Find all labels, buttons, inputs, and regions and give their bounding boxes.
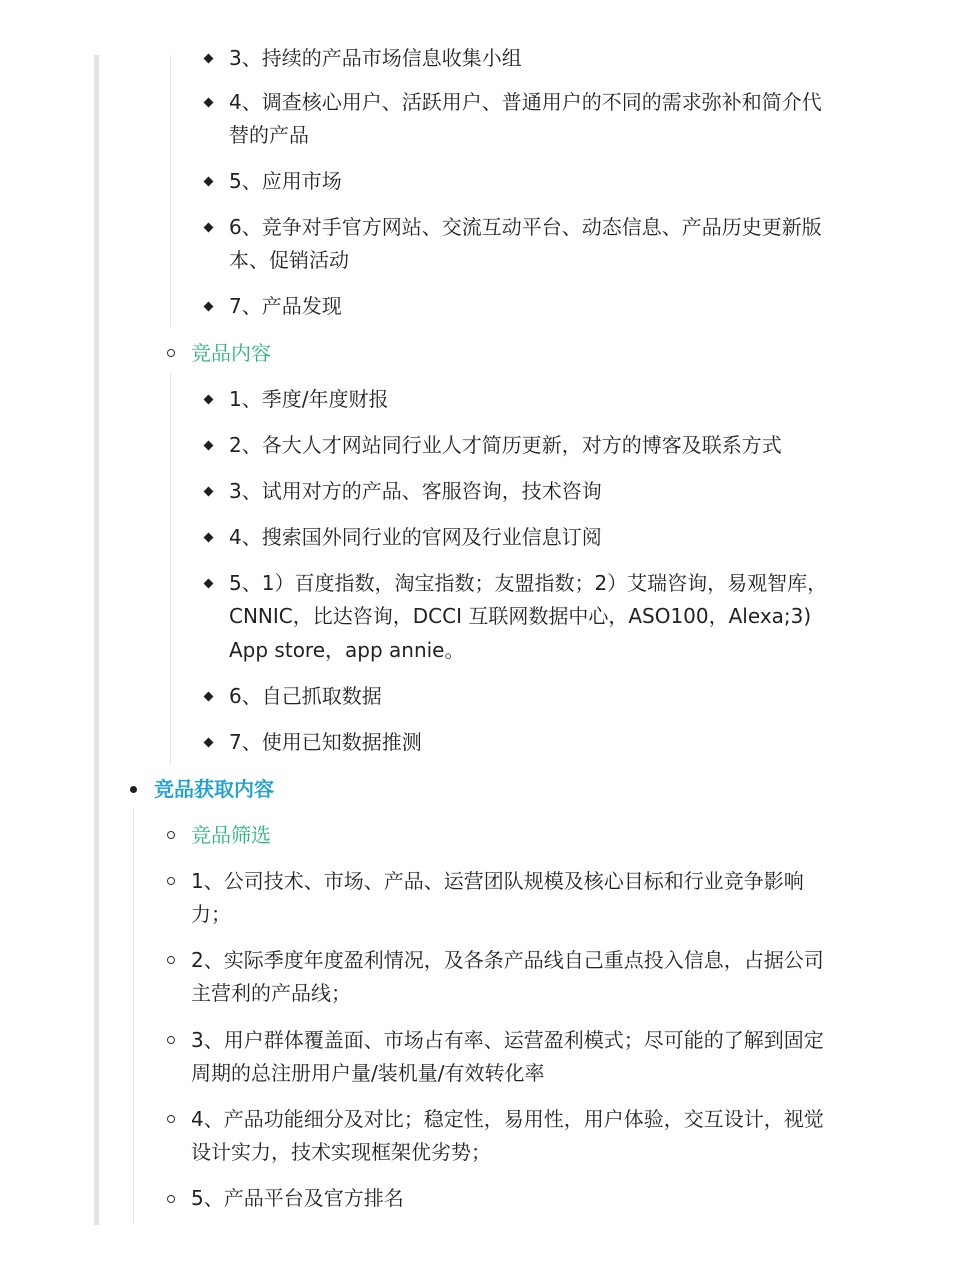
list-item-continued: 周期的总注册用户量/装机量/有效转化率 [191, 1061, 545, 1085]
list-item: 1、公司技术、市场、产品、运营团队规模及核心目标和行业竞争影响 [191, 869, 804, 893]
list-item: 7、使用已知数据推测 [229, 730, 422, 754]
list-item-continued: 设计实力，技术实现框架优劣势； [191, 1140, 491, 1164]
indent-guide [170, 373, 171, 765]
circle-bullet-icon [167, 831, 175, 839]
diamond-bullet-icon [204, 395, 214, 405]
diamond-bullet-icon [204, 223, 214, 233]
circle-bullet-icon [167, 1115, 175, 1123]
diamond-bullet-icon [204, 579, 214, 589]
list-item: 2、实际季度年度盈利情况，及各条产品线自己重点投入信息，占据公司 [191, 948, 824, 972]
indent-guide [170, 55, 171, 327]
list-item: 3、用户群体覆盖面、市场占有率、运营盈利模式；尽可能的了解到固定 [191, 1028, 824, 1052]
list-item: 5、1）百度指数，淘宝指数；友盟指数；2）艾瑞咨询，易观智库， [229, 571, 828, 595]
circle-bullet-icon [167, 349, 175, 357]
diamond-bullet-icon [204, 177, 214, 187]
section-heading: 竞品内容 [191, 341, 271, 365]
list-item: 3、持续的产品市场信息收集小组 [229, 46, 522, 70]
circle-bullet-icon [167, 1036, 175, 1044]
list-item: 3、试用对方的产品、客服咨询，技术咨询 [229, 479, 602, 503]
list-item: 6、自己抓取数据 [229, 684, 382, 708]
diamond-bullet-icon [204, 738, 214, 748]
list-item: 4、产品功能细分及对比；稳定性，易用性，用户体验，交互设计，视觉 [191, 1107, 824, 1131]
list-item-continued: 力； [191, 902, 231, 926]
diamond-bullet-icon [204, 54, 214, 64]
indent-guide [133, 808, 134, 1224]
list-item-continued: 本、促销活动 [229, 248, 349, 272]
circle-bullet-icon [167, 877, 175, 885]
list-item-continued: 替的产品 [229, 123, 309, 147]
list-item: 5、应用市场 [229, 169, 342, 193]
diamond-bullet-icon [204, 487, 214, 497]
circle-bullet-icon [167, 956, 175, 964]
diamond-bullet-icon [204, 98, 214, 108]
diamond-bullet-icon [204, 692, 214, 702]
list-item-continued: App store，app annie。 [229, 638, 465, 662]
list-item: 2、各大人才网站同行业人才简历更新，对方的博客及联系方式 [229, 433, 782, 457]
list-item-continued: CNNIC，比达咨询，DCCI 互联网数据中心，ASO100，Alexa;3) [229, 604, 812, 628]
list-item: 4、调查核心用户、活跃用户、普通用户的不同的需求弥补和简介代 [229, 90, 822, 114]
section-heading: 竞品获取内容 [154, 777, 274, 801]
diamond-bullet-icon [204, 441, 214, 451]
list-item: 4、搜索国外同行业的官网及行业信息订阅 [229, 525, 602, 549]
quote-bar [94, 55, 99, 1225]
disc-bullet-icon [130, 786, 137, 793]
list-item: 5、产品平台及官方排名 [191, 1186, 404, 1210]
list-item-continued: 主营利的产品线； [191, 981, 351, 1005]
circle-bullet-icon [167, 1195, 175, 1203]
list-item: 6、竞争对手官方网站、交流互动平台、动态信息、产品历史更新版 [229, 215, 822, 239]
subsection-heading: 竞品筛选 [191, 823, 271, 847]
diamond-bullet-icon [204, 533, 214, 543]
list-item: 1、季度/年度财报 [229, 387, 389, 411]
diamond-bullet-icon [204, 302, 214, 312]
list-item: 7、产品发现 [229, 294, 342, 318]
